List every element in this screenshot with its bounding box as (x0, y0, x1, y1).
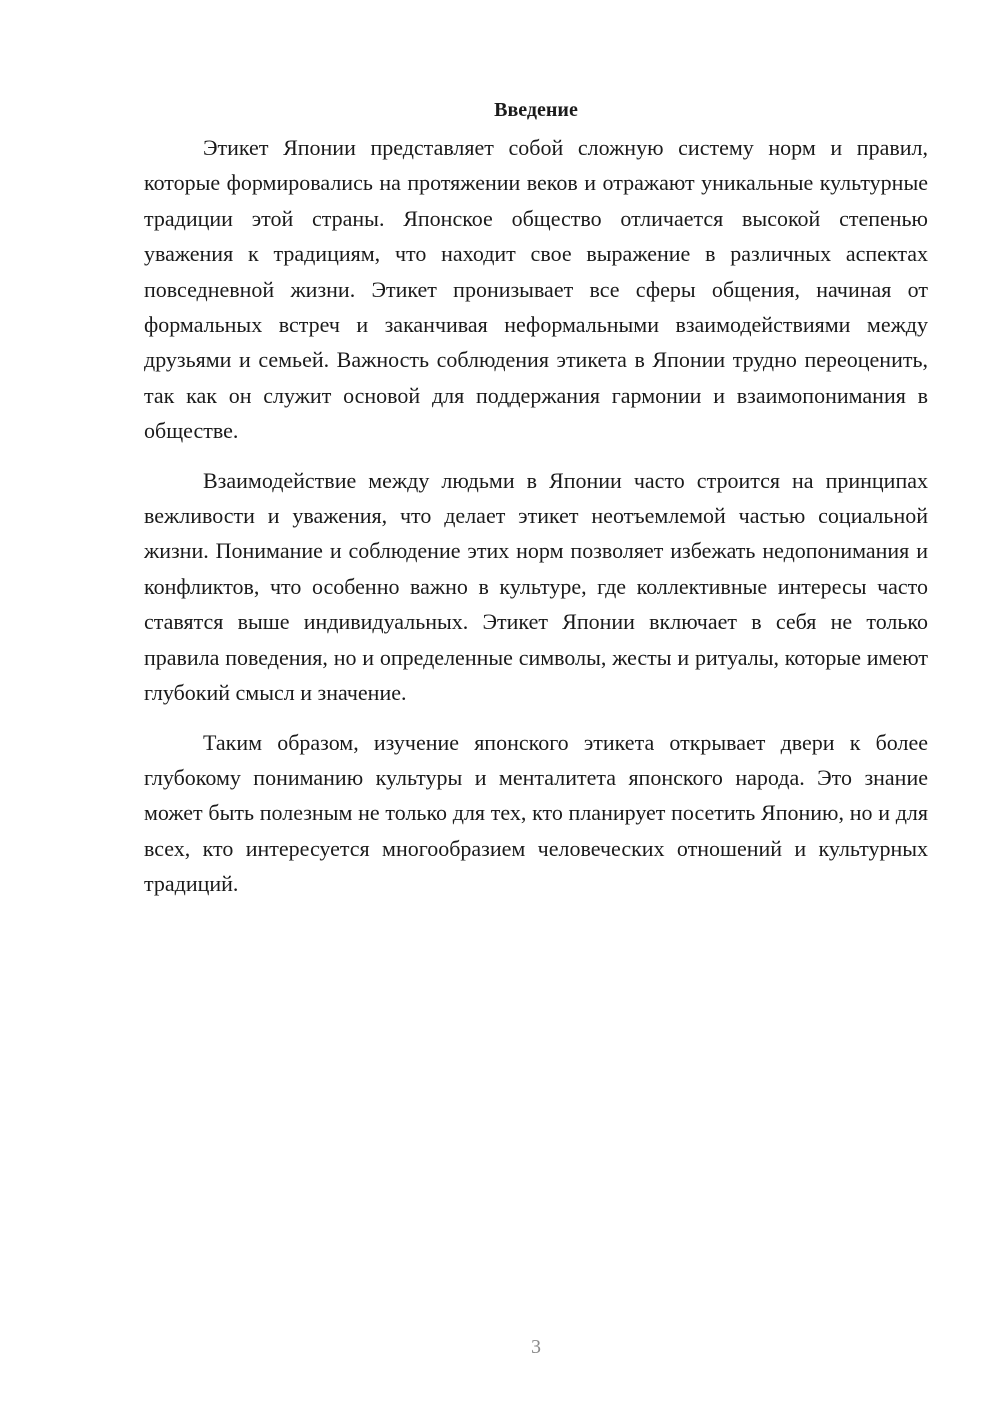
paragraph-2: Взаимодействие между людьми в Японии часто строится на принципах вежливости и уважения, что делает этикет неотъемлемой частью социальной жизни. Понимание и соблюдение этих норм позволяет избежать недопонимания и конфликтов, что особенно важно в культуре, где коллективные интересы часто ставятся выше индивидуальных. Этикет Японии включает в себя не только правила поведения, но и определенные символы, жесты и ритуалы, которые имеют глубокий смысл и значение. (144, 467, 928, 706)
page-content (144, 92, 928, 916)
page-number: 3 (531, 1336, 541, 1358)
section-title: Введение (494, 99, 578, 121)
paragraph-3: Таким образом, изучение японского этикета открывает двери к более глубокому пониманию культуры и менталитета японского народа. Это знание может быть полезным не только для тех, кто планирует посетить Японию, но и для всех, кто интересуется многообразием человеческих отношений и культурных традиций. (144, 729, 928, 897)
paragraph-1: Этикет Японии представляет собой сложную систему норм и правил, которые формировались на протяжении веков и отражают уникальные культурные традиции этой страны. Японское общество отличается высокой степенью уважения к традициям, что находит свое выражение в различных аспектах повседневной жизни. Этикет пронизывает все сферы общения, начиная от формальных встреч и заканчивая неформальными взаимодействиями между друзьями и семьей. Важность соблюдения этикета в Японии трудно переоценить, так как он служит основой для поддержания гармонии и взаимопонимания в обществе. (144, 135, 928, 444)
